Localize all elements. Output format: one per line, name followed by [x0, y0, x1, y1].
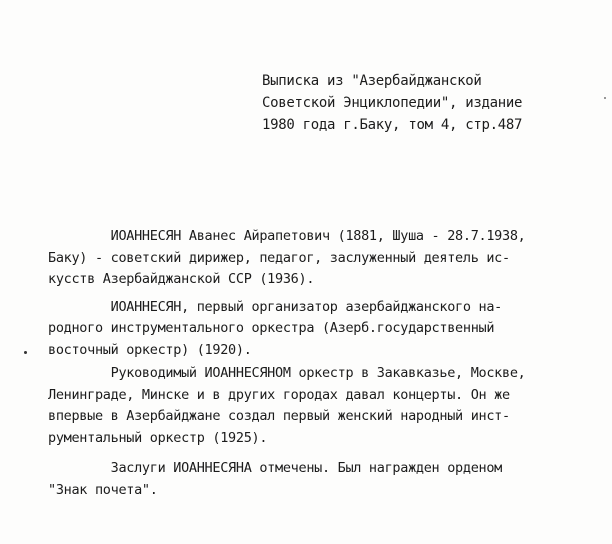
header-line: Выписка из "Азербайджанской — [262, 73, 482, 89]
document-header — [262, 70, 602, 136]
text-line: Баку) - советский дирижер, педагог, заслуженный деятель ис- — [48, 249, 510, 266]
text-line: восточный оркестр) (1920). — [48, 341, 252, 358]
text-line: "Знак почета". — [48, 481, 158, 498]
text-line: ИОАННЕСЯН Аванес Айрапетович (1881, Шуша - 28.7.1938, — [48, 228, 526, 244]
text-line: рументальный оркестр (1925). — [48, 429, 268, 446]
text-line: Заслуги ИОАННЕСЯНА отмечены. Был награжден орденом — [48, 460, 503, 476]
header-line: 1980 года г.Баку, том 4, стр.487 — [262, 117, 523, 133]
document-body — [48, 226, 588, 501]
margin-mark-right — [604, 97, 606, 99]
header-line: Советской Энциклопедии", издание — [262, 95, 523, 111]
text-line: ИОАННЕСЯН, первый организатор азербайджанского на- — [48, 298, 503, 315]
paragraph-1 — [48, 226, 588, 291]
margin-mark-left — [24, 351, 27, 354]
paragraph-4 — [48, 458, 588, 501]
paragraph-3 — [48, 363, 588, 449]
text-line: родного инструментального оркестра (Азерб.государственный — [48, 320, 495, 336]
paragraph-2 — [48, 297, 588, 362]
text-line: Руководимый ИОАННЕСЯНОМ оркестр в Закавказье, Москве, — [48, 365, 526, 381]
text-line: Ленинграде, Минске и в других городах давал концерты. Он же — [48, 386, 510, 403]
text-line: впервые в Азербайджане создал первый женский народный инст- — [48, 408, 510, 424]
text-line: кусств Азербайджанской ССР (1936). — [48, 271, 315, 287]
